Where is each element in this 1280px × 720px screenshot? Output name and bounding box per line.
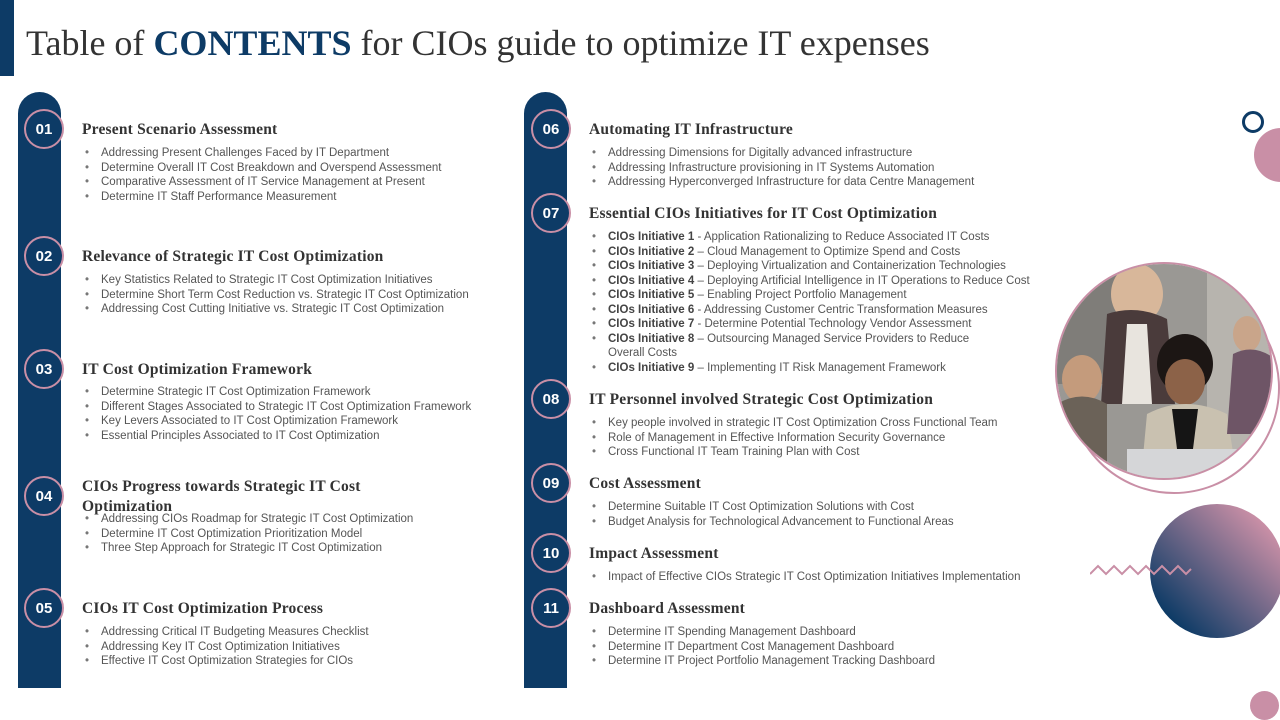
list-item: • Determine Short Term Cost Reduction vs. Strategic IT Cost Optimization	[82, 288, 469, 303]
section-title-11: Dashboard Assessment	[589, 600, 746, 617]
section-number-04: 04	[24, 476, 64, 516]
section-list-06	[589, 146, 974, 190]
list-item: • Key Statistics Related to Strategic IT Cost Optimization Initiatives	[82, 273, 469, 288]
initiative-label: CIOs Initiative 4	[608, 274, 695, 287]
list-item: • Addressing Infrastructure provisioning in IT Systems Automation	[589, 161, 974, 176]
section-title-05: CIOs IT Cost Optimization Process	[82, 600, 324, 617]
list-item	[589, 245, 1059, 260]
section-list-05	[82, 625, 369, 669]
title-text-start: Table of	[26, 23, 154, 63]
list-item: • Addressing Present Challenges Faced by IT Department	[82, 146, 441, 161]
section-list-07	[589, 230, 1059, 375]
list-item: • Addressing Hyperconverged Infrastructure for data Centre Management	[589, 175, 974, 190]
section-number-07: 07	[531, 193, 571, 233]
list-item: • Budget Analysis for Technological Advancement to Functional Areas	[589, 515, 954, 530]
section-title-03: IT Cost Optimization Framework	[82, 361, 313, 378]
list-item: • Key Levers Associated to IT Cost Optimization Framework	[82, 414, 471, 429]
section-title-04: CIOs Progress towards Strategic IT Cost Optimization	[82, 478, 361, 515]
section-number-02: 02	[24, 236, 64, 276]
title-emphasis: CONTENTS	[153, 23, 352, 63]
initiative-label: CIOs Initiative 9	[608, 361, 695, 374]
initiative-text: – Deploying Virtualization and Containerization Technologies	[694, 260, 1006, 272]
section-list-10	[589, 570, 1020, 585]
initiative-text: - Addressing Customer Centric Transformation Measures	[694, 303, 988, 316]
list-item: • Addressing CIOs Roadmap for Strategic IT Cost Optimization	[82, 512, 413, 527]
initiative-text: – Implementing IT Risk Management Framework	[694, 361, 946, 374]
section-list-09	[589, 500, 954, 529]
decorative-ring-icon	[1242, 111, 1264, 133]
section-number-05: 05	[24, 588, 64, 628]
initiative-label: CIOs Initiative 5	[608, 289, 695, 301]
list-item: • Key people involved in strategic IT Cost Optimization Cross Functional Team	[589, 416, 997, 431]
section-list-11	[589, 625, 935, 669]
team-photo	[1055, 262, 1273, 480]
section-list-01	[82, 146, 441, 204]
section-number-08: 08	[531, 379, 571, 419]
list-item: • Essential Principles Associated to IT Cost Optimization	[82, 429, 471, 444]
section-number-09: 09	[531, 463, 571, 503]
list-item: • Addressing Key IT Cost Optimization Initiatives	[82, 640, 369, 655]
list-item: • Determine Overall IT Cost Breakdown and Overspend Assessment	[82, 161, 441, 176]
section-title-01: Present Scenario Assessment	[82, 121, 278, 138]
page-title	[26, 22, 930, 65]
list-item: • Determine IT Department Cost Management Dashboard	[589, 640, 935, 655]
section-title-06: Automating IT Infrastructure	[589, 121, 793, 138]
list-item: • Determine IT Staff Performance Measurement	[82, 190, 441, 205]
team-photo-illustration-icon	[1057, 264, 1271, 478]
list-item: • Determine IT Cost Optimization Prioritization Model	[82, 527, 413, 542]
initiative-label: CIOs Initiative 1	[608, 231, 695, 243]
initiative-label: CIOs Initiative 3	[608, 260, 695, 272]
list-item	[589, 259, 1059, 274]
list-item: • Role of Management in Effective Information Security Governance	[589, 431, 997, 446]
title-text-end: for CIOs guide to optimize IT expenses	[351, 23, 930, 63]
initiative-label: CIOs Initiative 6	[608, 303, 695, 316]
initiative-text: - Application Rationalizing to Reduce Associated IT Costs	[694, 231, 990, 243]
section-title-10: Impact Assessment	[589, 545, 719, 562]
initiative-label: CIOs Initiative 8	[608, 332, 695, 345]
list-item	[589, 274, 1059, 289]
list-item	[589, 288, 1059, 303]
section-list-08	[589, 416, 997, 460]
initiative-text: - Determine Potential Technology Vendor Assessment	[694, 318, 972, 330]
zigzag-decoration-icon	[1090, 563, 1192, 577]
section-number-01: 01	[24, 109, 64, 149]
initiative-label: CIOs Initiative 2	[608, 245, 695, 258]
initiative-text: – Deploying Artificial Intelligence in IT Operations to Reduce Cost	[694, 274, 1030, 287]
list-item	[589, 361, 1059, 376]
section-list-03	[82, 385, 471, 443]
list-item: • Determine IT Project Portfolio Management Tracking Dashboard	[589, 654, 935, 669]
list-item: • Effective IT Cost Optimization Strategies for CIOs	[82, 654, 369, 669]
initiative-label: CIOs Initiative 7	[608, 318, 695, 330]
list-item: • Addressing Dimensions for Digitally advanced infrastructure	[589, 146, 974, 161]
list-item: • Determine IT Spending Management Dashboard	[589, 625, 935, 640]
list-item	[589, 303, 1059, 318]
list-item: • Addressing Cost Cutting Initiative vs. Strategic IT Cost Optimization	[82, 302, 469, 317]
section-title-09: Cost Assessment	[589, 475, 701, 492]
title-accent-bar	[0, 0, 14, 76]
list-item: • Cross Functional IT Team Training Plan with Cost	[589, 445, 997, 460]
list-item: • Determine Strategic IT Cost Optimization Framework	[82, 385, 471, 400]
section-number-10: 10	[531, 533, 571, 573]
list-item	[589, 317, 1059, 332]
initiative-text: – Cloud Management to Optimize Spend and Costs	[694, 245, 961, 258]
list-item: • Addressing Critical IT Budgeting Measures Checklist	[82, 625, 369, 640]
list-item	[589, 332, 1008, 361]
section-number-11: 11	[531, 588, 571, 628]
list-item	[589, 230, 1059, 245]
section-number-06: 06	[531, 109, 571, 149]
list-item: • Comparative Assessment of IT Service Management at Present	[82, 175, 441, 190]
section-title-08: IT Personnel involved Strategic Cost Optimization	[589, 391, 934, 408]
section-title-07: Essential CIOs Initiatives for IT Cost Optimization	[589, 205, 938, 222]
section-number-03: 03	[24, 349, 64, 389]
initiative-text: – Enabling Project Portfolio Management	[694, 289, 907, 301]
list-item: • Three Step Approach for Strategic IT Cost Optimization	[82, 541, 413, 556]
decorative-small-circle	[1250, 691, 1279, 720]
section-title-02: Relevance of Strategic IT Cost Optimization	[82, 248, 384, 265]
list-item: • Determine Suitable IT Cost Optimization Solutions with Cost	[589, 500, 954, 515]
initiative-text: – Outsourcing Managed Service Providers to Reduce Overall Costs	[608, 332, 970, 359]
decorative-pink-circle	[1254, 128, 1280, 182]
section-list-02	[82, 273, 469, 317]
section-list-04	[82, 512, 413, 556]
list-item: • Impact of Effective CIOs Strategic IT Cost Optimization Initiatives Implementation	[589, 570, 1020, 585]
list-item: • Different Stages Associated to Strategic IT Cost Optimization Framework	[82, 400, 471, 415]
